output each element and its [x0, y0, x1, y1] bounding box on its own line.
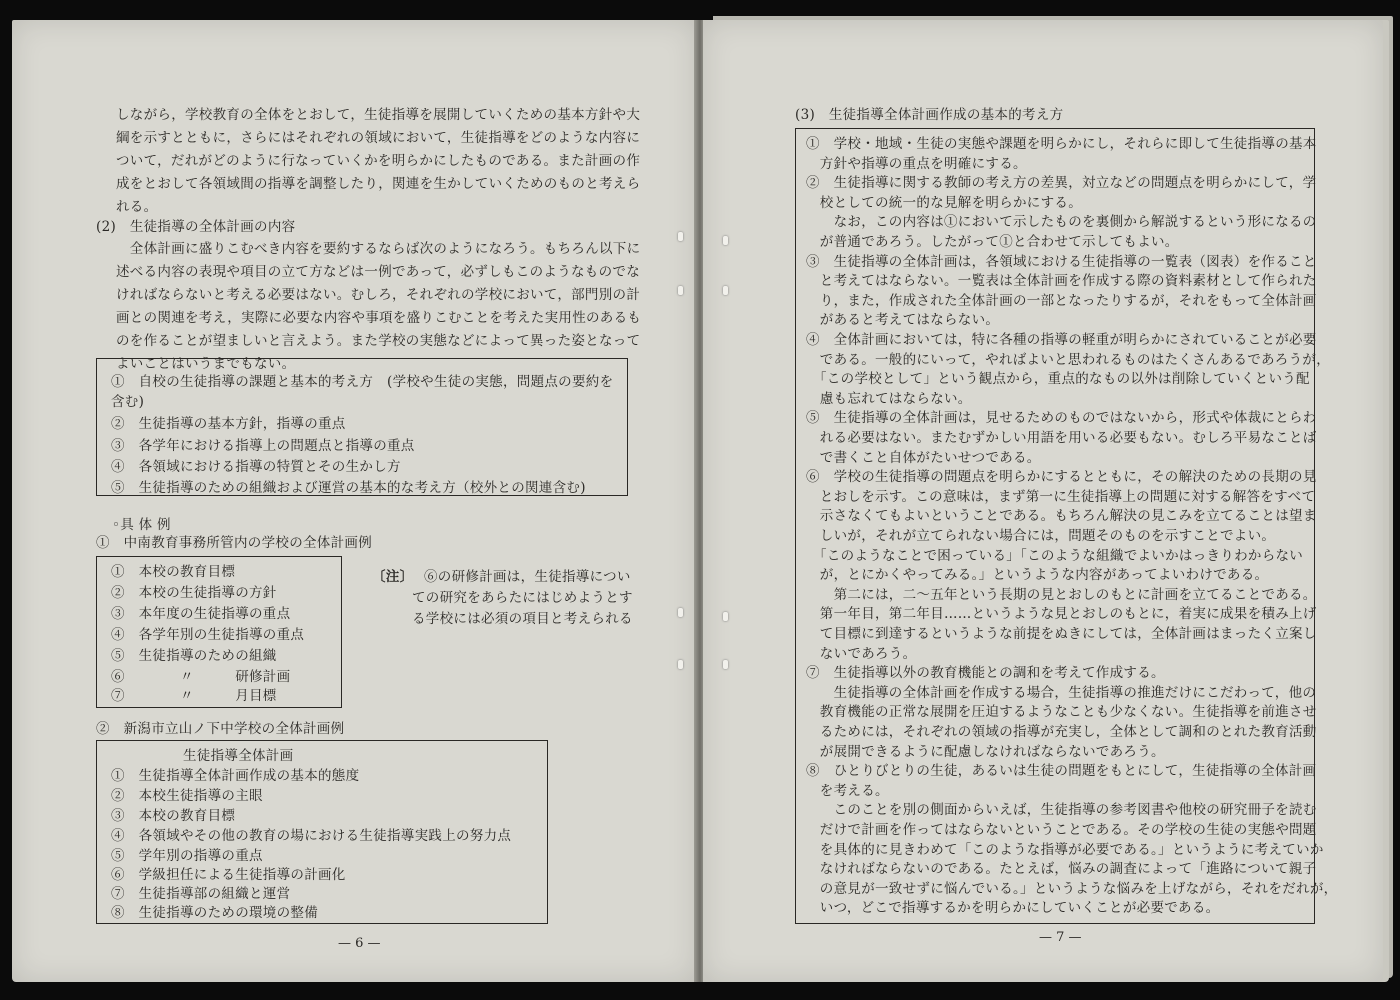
box-line: 第一年目，第二年目……というような見とおしのもとに，着実に成果を積み上げ — [806, 606, 1317, 623]
list-item: ④ 各領域やその他の教育の場における生徒指導実践上の努力点 — [111, 828, 512, 844]
list-item: ⑦ 〃 月目標 — [111, 688, 277, 704]
box-line: ④ 全体計画においては，特に各種の指導の軽重が明らかにされていることが必要 — [806, 332, 1317, 348]
box-line: を考える。 — [806, 782, 889, 799]
box-line: ⑤ 生徒指導の全体計画は，見せるためのものではないから，形式や体裁にとらわ — [806, 410, 1317, 427]
box-line: このことを別の側面からいえば，生徒指導の参考図書や他校の研究冊子を読む — [806, 802, 1317, 819]
content-box — [96, 358, 628, 496]
box-line: 方針や指導の重点を明確にする。 — [806, 155, 1027, 172]
example1-heading: ① 中南教育事務所管内の学校の全体計画例 — [96, 535, 372, 551]
text-line: ついて，だれがどのように行なっていくかを明らかにしたものである。また計画の作 — [116, 153, 641, 169]
list-item: ⑤ 生徒指導のための組織 — [111, 648, 277, 664]
box-line: の意見が一致せずに悩んでいる。」というような悩みを上げながら，それをだれが， — [806, 880, 1338, 897]
box-line: を具体的に見きわめて「このような指導が必要である。」というように考えていか — [806, 841, 1324, 858]
box-line: である。一般的にいって，やればよいと思われるものはたくさんあるであろうが， — [806, 351, 1330, 368]
section-heading: (2) 生徒指導の全体計画の内容 — [96, 219, 296, 235]
box-line: ないであろう。 — [806, 645, 917, 662]
binding-hole — [678, 232, 683, 241]
list-item: ④ 各学年別の生徒指導の重点 — [111, 627, 305, 643]
box-line: とおしを示す。この意味は，まず第一に生徒指導上の問題に対する解答をすべて — [806, 488, 1316, 505]
box-line: るためには，それぞれの領域の指導が充実し，全体として調和のとれた教育活動 — [806, 724, 1317, 740]
list-item: ⑧ 生徒指導のための環境の整備 — [111, 905, 318, 921]
box-line: が展開できるように配慮しなければならないであろう。 — [806, 743, 1165, 760]
list-item: ⑤ 学年別の指導の重点 — [111, 848, 263, 864]
list-item: ⑥ 〃 研修計画 — [111, 669, 291, 685]
box-line: なければならないのである。たとえば，悩みの調査によって「進路について親子 — [806, 861, 1317, 878]
box-line: しいが，それが立てられない場合には，問題そのものを示すことでよい。 — [806, 528, 1276, 544]
box-line: 含む) — [111, 394, 145, 410]
box-line: があると考えてはならない。 — [806, 312, 1000, 329]
note-label: 〔注〕 — [372, 569, 414, 585]
box-line: ⑤ 生徒指導のための組織および運営の基本的な考え方（校外との関連含む) — [111, 480, 586, 496]
box-line: なお，この内容は①において示したものを裏側から解説するという形になるの — [806, 214, 1317, 231]
right-page — [703, 20, 1383, 982]
box-line: だけで計画を作ってはならないということである。その学校の生徒の実態や問題 — [806, 822, 1317, 838]
example2-heading: ② 新潟市立山ノ下中学校の全体計画例 — [96, 721, 345, 737]
box-line: ② 生徒指導に関する教師の考え方の差異，対立などの問題点を明らかにして，学 — [806, 175, 1317, 192]
box-line: 「このようなことで困っている」「このような組織でよいかはっきりわからない — [806, 547, 1304, 564]
box-line: ① 自校の生徒指導の課題と基本的考え方 (学校や生徒の実態，問題点の要約を — [111, 374, 614, 390]
box-line: 慮も忘れてはならない。 — [806, 390, 972, 407]
page-number: — 6 — — [338, 936, 381, 951]
box-line: が，とにかくやってみる。」というような内容があってよいわけである。 — [806, 567, 1269, 584]
examples-heading: ◦具 体 例 — [112, 517, 171, 533]
page-number: — 7 — — [1039, 930, 1082, 945]
box-line: いつ，どこで指導するかを明らかにしていくことが必要である。 — [806, 900, 1220, 917]
box-line: 第二には，二～五年という長期の見とおしのもとに計画を立てることである。 — [806, 586, 1317, 603]
text-line: 全体計画に盛りこむべき内容を要約するならば次のようになろう。もちろん以下に — [116, 241, 641, 257]
text-line: よいことはいうまでもない。 — [116, 356, 296, 372]
note-line: ての研究をあらたにはじめようとす — [412, 590, 633, 606]
box-line: り，また，作成された全体計画の一部となったりするが，それをもって全体計画 — [806, 292, 1317, 309]
box-line: で書くこと自体がたいせつである。 — [806, 449, 1041, 466]
list-item: ⑥ 学級担任による生徒指導の計画化 — [111, 867, 346, 883]
box-line: ⑥ 学校の生徒指導の問題点を明らかにするとともに，その解決のための長期の見 — [806, 469, 1317, 486]
box-line: て目標に到達するというような前提をぬきにしては，全体計画はまったく立案し — [806, 626, 1317, 642]
box-line: ④ 各領域における指導の特質とその生かし方 — [111, 459, 401, 475]
binding-hole — [678, 660, 683, 669]
box-line: ① 学校・地域・生徒の実態や課題を明らかにし，それらに即して生徒指導の基本 — [806, 136, 1317, 152]
binding-hole — [723, 612, 728, 621]
example1-box — [96, 556, 342, 708]
binding-hole — [723, 236, 728, 245]
text-line: 画との関連を考え，実際に必要な内容や事項を盛りこむことを考えた実用性のあるも — [116, 310, 642, 326]
left-page — [12, 20, 696, 982]
text-line: のを作ることが望ましいと言えよう。また学校の実態などによって異った姿となって — [116, 333, 641, 349]
box-line: 校としての統一的な見解を明らかにする。 — [806, 194, 1082, 211]
binding-hole — [678, 608, 683, 617]
list-item: ② 本校の生徒指導の方針 — [111, 585, 277, 601]
text-line: ければならないと考える必要はない。むしろ，それぞれの学校において，部門別の計 — [116, 287, 641, 303]
list-item: ① 本校の教育目標 — [111, 564, 236, 580]
box-line: 生徒指導の全体計画を作成する場合，生徒指導の推進だけにこだわって，他の — [806, 684, 1317, 701]
list-item: ⑦ 生徒指導部の組織と運営 — [111, 886, 291, 902]
example2-box — [96, 740, 548, 924]
binding-hole — [723, 286, 728, 295]
guideline-box — [795, 128, 1338, 924]
box-line: 教育機能の正常な展開を圧迫するようなことも少なくない。生徒指導を前進させ — [806, 704, 1317, 721]
box-line: 「この学校として」という観点から，重点的なもの以外は削除していくという配 — [806, 371, 1310, 388]
list-item: ② 本校生徒指導の主眼 — [111, 788, 263, 804]
note-line: る学校には必須の項目と考えられる — [412, 611, 633, 627]
binding-hole — [723, 660, 728, 669]
text-line: 成をとおして各領域間の指導を調整したり，関連を生かしていくためのものと考えら — [116, 176, 641, 192]
section-heading: (3) 生徒指導全体計画作成の基本的考え方 — [795, 107, 1064, 123]
text-line: 綱を示すとともに，さらにはそれぞれの領域において，生徒指導をどのような内容に — [116, 130, 641, 146]
box-line: ⑧ ひとりびとりの生徒，あるいは生徒の問題をもとにして，生徒指導の全体計画 — [806, 763, 1317, 780]
text-line: 述べる内容の表現や項目の立て方などは一例であって，必ずしもこのようなものでな — [116, 264, 640, 280]
list-item: ① 生徒指導全体計画作成の基本的態度 — [111, 768, 360, 784]
text-line: れる。 — [116, 199, 158, 215]
box-line: ② 生徒指導の基本方針，指導の重点 — [111, 416, 346, 432]
list-item: ③ 本年度の生徒指導の重点 — [111, 606, 291, 622]
box-line: が普通であろう。したがって①と合わせて示してもよい。 — [806, 234, 1179, 250]
box-line: れる必要はない。またむずかしい用語を用いる必要もない。むしろ平易なことば — [806, 430, 1317, 446]
note-line: ⑥の研修計画は，生徒指導につい — [424, 569, 631, 585]
box-line: ③ 生徒指導の全体計画は，各領域における生徒指導の一覧表（図表）を作ること — [806, 253, 1317, 270]
box-line: ⑦ 生徒指導以外の教育機能との調和を考えて作成する。 — [806, 665, 1165, 682]
box-line: と考えてはならない。一覧表は全体計画を作成する際の資料素材として作られた — [806, 273, 1317, 290]
list-item: ③ 本校の教育目標 — [111, 808, 236, 824]
box-title: 生徒指導全体計画 — [183, 748, 294, 764]
text-line: しながら，学校教育の全体をとおして，生徒指導を展開していくための基本方針や大 — [116, 107, 641, 123]
box-line: 示さなくてもよいということである。もちろん解決の見こみを立てることは望ま — [806, 508, 1317, 525]
box-line: ③ 各学年における指導上の問題点と指導の重点 — [111, 438, 415, 454]
binding-hole — [678, 286, 683, 295]
